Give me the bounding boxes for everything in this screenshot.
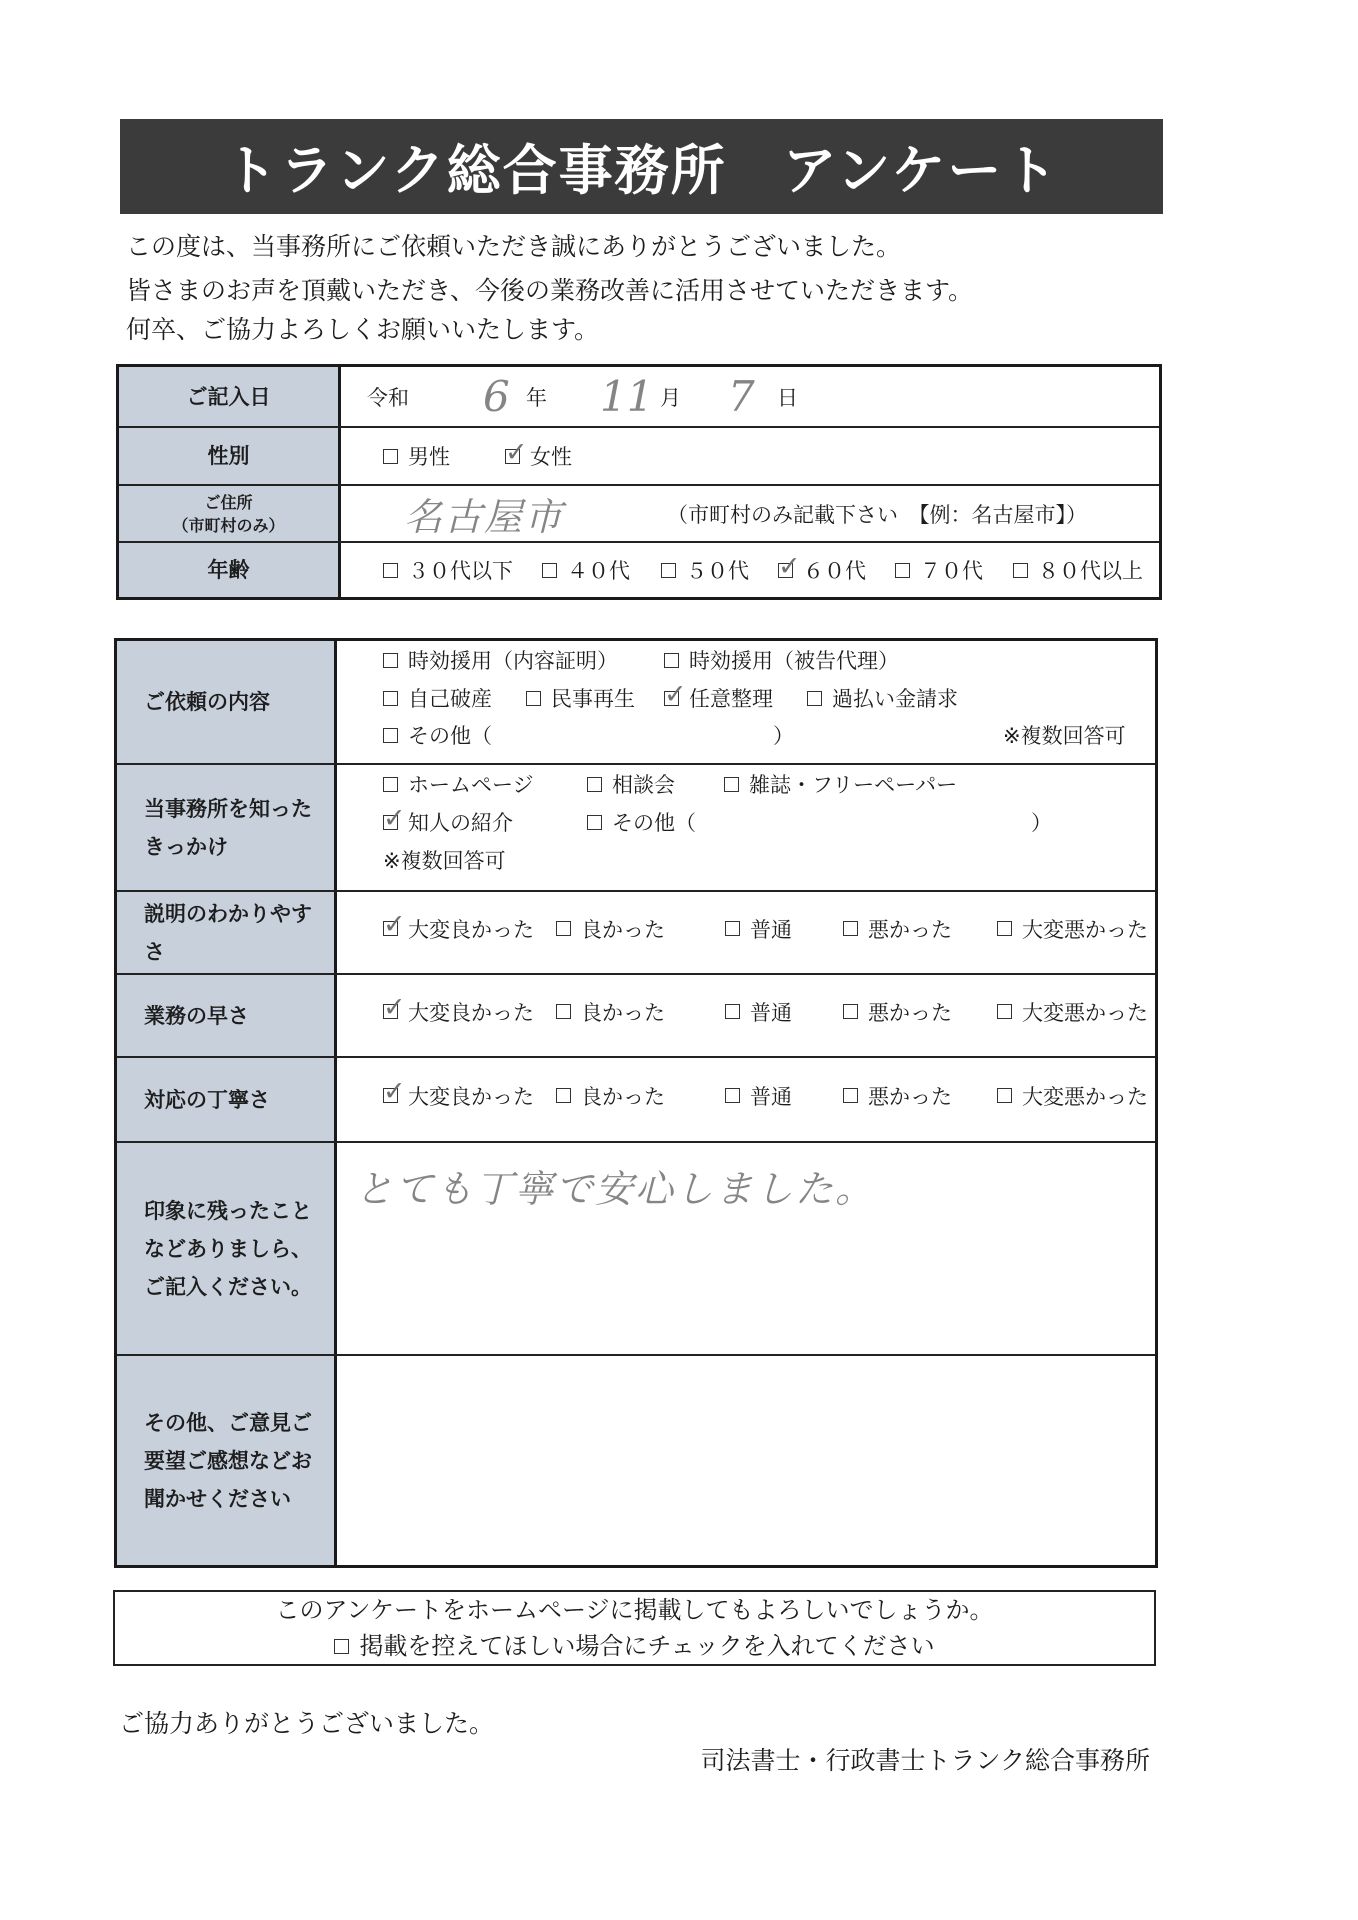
other-opinion-answer-area[interactable] (337, 1356, 1155, 1565)
option-label: ７０代 (920, 559, 983, 583)
request-option-1[interactable] (383, 643, 618, 677)
date-day-unit: 日 (777, 385, 798, 410)
rating-option-average[interactable] (725, 892, 792, 965)
age-row (119, 543, 1159, 597)
checkbox[interactable] (725, 1004, 740, 1019)
checkbox[interactable] (505, 449, 520, 464)
request-label (117, 641, 337, 763)
source-option-other[interactable] (587, 805, 696, 839)
rating-option-good[interactable] (556, 1058, 665, 1133)
rating-cell-speed (337, 975, 1155, 1056)
source-option-seminar[interactable] (587, 767, 675, 801)
checkbox[interactable] (843, 921, 858, 936)
address-label-line-2: （市町村のみ） (172, 515, 285, 535)
rating-option-bad[interactable] (843, 1058, 952, 1133)
age-option-30s-under[interactable] (383, 543, 513, 597)
rating-label-politeness (117, 1058, 337, 1141)
option-label: 普通 (750, 917, 792, 942)
checkbox[interactable] (383, 653, 398, 668)
age-label-text: 年齢 (207, 558, 250, 582)
checkbox[interactable] (383, 815, 398, 830)
checkbox[interactable] (725, 1088, 740, 1103)
option-label: 掲載を控えてほしい場合にチェックを入れてください (359, 1632, 935, 1660)
rating-option-good[interactable] (556, 975, 665, 1048)
address-cell (341, 486, 1159, 541)
rating-option-average[interactable] (725, 975, 792, 1048)
rating-option-bad[interactable] (843, 975, 952, 1048)
source-label-line-2: きっかけ (144, 834, 228, 859)
address-row (119, 486, 1159, 543)
checkbox[interactable] (664, 691, 679, 706)
option-label: 知人の紹介 (408, 811, 513, 835)
address-value[interactable]: 名古屋市 (404, 495, 565, 539)
rating-label-line-1: 対応の丁寧さ (144, 1087, 270, 1112)
option-label: 雑誌・フリーペーパー (749, 773, 958, 797)
option-label: 任意整理 (689, 687, 773, 711)
request-option-other[interactable] (383, 718, 492, 752)
option-label: 良かった (581, 917, 665, 942)
option-label: 良かった (581, 1000, 665, 1025)
gender-row (119, 428, 1159, 486)
address-label (119, 486, 341, 541)
date-month-value[interactable]: 11 (600, 372, 654, 421)
checkbox[interactable] (724, 777, 739, 792)
rating-option-very-good[interactable] (383, 1058, 534, 1133)
date-cell (341, 367, 1159, 426)
option-label: 女性 (530, 445, 572, 469)
source-option-homepage[interactable] (383, 767, 534, 801)
impression-handwritten-answer[interactable]: とても丁寧で安心しました。 (355, 1166, 876, 1211)
request-row (117, 641, 1155, 765)
option-label: 相談会 (612, 773, 675, 797)
source-option-referral[interactable] (383, 805, 513, 839)
checkbox[interactable] (725, 921, 740, 936)
publish-opt-out-option[interactable] (334, 1628, 934, 1664)
source-option-magazine[interactable] (724, 767, 957, 801)
option-label: 大変良かった (408, 1084, 534, 1109)
age-option-50s[interactable] (661, 543, 749, 597)
office-signature: 司法書士・行政書士トランク総合事務所 (700, 1746, 1150, 1775)
option-label: 普通 (750, 1000, 792, 1025)
option-label: その他（ (612, 811, 696, 835)
rating-option-very-bad[interactable] (997, 975, 1148, 1048)
intro-line-3: 何卒、ご協力よろしくお願いいたします。 (126, 315, 600, 344)
impression-row (117, 1143, 1155, 1356)
option-label: 大変悪かった (1022, 917, 1148, 942)
publish-permission-box (113, 1590, 1156, 1666)
gender-option-male[interactable] (383, 428, 450, 484)
rating-option-average[interactable] (725, 1058, 792, 1133)
checkbox[interactable] (556, 921, 571, 936)
source-label-line-1: 当事務所を知った (144, 796, 312, 821)
date-year-value[interactable]: 6 (483, 372, 510, 421)
checkbox[interactable] (556, 1004, 571, 1019)
survey-questions-table (114, 638, 1158, 1568)
source-multiple-note: ※複数回答可 (383, 849, 506, 873)
rating-option-very-bad[interactable] (997, 1058, 1148, 1133)
rating-label-speed (117, 975, 337, 1056)
option-label: 大変悪かった (1022, 1000, 1148, 1025)
option-label: 悪かった (868, 1084, 952, 1109)
checkbox[interactable] (383, 777, 398, 792)
option-label: 悪かった (868, 1000, 952, 1025)
source-cell (337, 765, 1155, 890)
request-other-close-paren: ） (773, 724, 794, 748)
checkbox[interactable] (843, 1004, 858, 1019)
checkbox[interactable] (383, 921, 398, 936)
publish-question: このアンケートをホームページに掲載してもよろしいでしょうか。 (275, 1596, 994, 1624)
date-year-unit: 年 (526, 385, 547, 410)
intro-line-1: この度は、当事務所にご依頼いただき誠にありがとうございました。 (126, 232, 902, 261)
checkbox[interactable] (778, 563, 793, 578)
option-label: 普通 (750, 1084, 792, 1109)
request-multiple-note: ※複数回答可 (1003, 724, 1126, 748)
checkbox[interactable] (383, 728, 398, 743)
checkbox[interactable] (383, 691, 398, 706)
thanks-message: ご協力ありがとうございました。 (119, 1709, 495, 1738)
rating-row-clarity (117, 892, 1155, 975)
request-label-text: ご依頼の内容 (144, 690, 270, 714)
gender-label-text: 性別 (207, 444, 250, 468)
option-label: 大変悪かった (1022, 1084, 1148, 1109)
checkbox[interactable] (526, 691, 541, 706)
option-label: 時効援用（被告代理） (689, 649, 899, 673)
checkbox[interactable] (383, 1088, 398, 1103)
option-label: ５０代 (686, 559, 749, 583)
request-option-6[interactable] (807, 681, 958, 715)
option-label: ８０代以上 (1038, 559, 1143, 583)
age-label (119, 543, 341, 597)
rating-label-clarity (117, 892, 337, 973)
option-label: その他（ (408, 724, 492, 748)
rating-option-very-good[interactable] (383, 892, 534, 965)
date-label (119, 367, 341, 426)
rating-option-bad[interactable] (843, 892, 952, 965)
rating-cell-politeness (337, 1058, 1155, 1141)
date-row (119, 367, 1159, 428)
rating-option-very-good[interactable] (383, 975, 534, 1048)
impression-label-line-3: ご記入ください。 (144, 1274, 312, 1299)
gender-label (119, 428, 341, 484)
survey-title-bar (120, 119, 1163, 214)
option-label: ３０代以下 (408, 559, 513, 583)
date-era: 令和 (367, 385, 409, 410)
option-label: ４０代 (567, 559, 630, 583)
source-label (117, 765, 337, 890)
other-opinion-row (117, 1356, 1155, 1565)
other-opinion-label (117, 1356, 337, 1565)
rating-label-line-1: 説明のわかりやす (144, 901, 312, 926)
checkbox[interactable] (661, 563, 676, 578)
rating-option-good[interactable] (556, 892, 665, 965)
basic-info-table (116, 364, 1162, 600)
source-row (117, 765, 1155, 892)
rating-label-line-2: さ (144, 939, 165, 964)
date-label-text: ご記入日 (186, 384, 271, 409)
request-cell (337, 641, 1155, 763)
checkbox[interactable] (997, 921, 1012, 936)
request-option-5[interactable] (664, 681, 773, 715)
checkbox[interactable] (587, 777, 602, 792)
option-label: 時効援用（内容証明） (408, 649, 618, 673)
checkbox[interactable] (556, 1088, 571, 1103)
request-option-2[interactable] (664, 643, 899, 677)
option-label: 悪かった (868, 917, 952, 942)
option-label: 過払い金請求 (832, 687, 958, 711)
impression-label (117, 1143, 337, 1354)
rating-label-line-1: 業務の早さ (144, 1003, 249, 1028)
rating-row-speed (117, 975, 1155, 1058)
checkbox[interactable] (383, 563, 398, 578)
address-note: （市町村のみ記載下さい 【例：名古屋市】） (667, 502, 1087, 527)
checkbox[interactable] (383, 449, 398, 464)
impression-label-line-1: 印象に残ったこと (144, 1198, 312, 1223)
age-option-70s[interactable] (895, 543, 983, 597)
checkbox[interactable] (383, 1004, 398, 1019)
checkbox[interactable] (895, 563, 910, 578)
gender-option-female[interactable] (505, 428, 572, 484)
option-label: ホームページ (408, 773, 534, 797)
checkbox[interactable] (542, 563, 557, 578)
option-label: 大変良かった (408, 1000, 534, 1025)
checkbox[interactable] (1013, 563, 1028, 578)
request-option-3[interactable] (383, 681, 492, 715)
other-opinion-label-line-2: 要望ご感想などお (144, 1448, 312, 1473)
survey-title: トランク総合事務所 アンケート (223, 139, 1060, 202)
checkbox[interactable] (334, 1639, 349, 1654)
option-label: 大変良かった (408, 917, 534, 942)
checkbox[interactable] (807, 691, 822, 706)
address-label-line-1: ご住所 (204, 492, 253, 512)
source-other-close-paren: ） (1031, 811, 1052, 835)
option-label: 男性 (408, 445, 450, 469)
checkbox[interactable] (997, 1088, 1012, 1103)
age-cell (341, 543, 1159, 597)
age-option-80s-over[interactable] (1013, 543, 1143, 597)
checkbox[interactable] (843, 1088, 858, 1103)
other-opinion-label-line-1: その他、ご意見ご (144, 1410, 312, 1435)
other-opinion-label-line-3: 聞かせください (144, 1486, 291, 1511)
age-option-60s[interactable] (778, 543, 866, 597)
date-month-unit: 月 (660, 385, 681, 410)
impression-cell (337, 1143, 1155, 1354)
date-day-value[interactable]: 7 (728, 372, 755, 421)
request-option-4[interactable] (526, 681, 635, 715)
checkbox[interactable] (587, 815, 602, 830)
checkbox[interactable] (664, 653, 679, 668)
age-option-40s[interactable] (542, 543, 630, 597)
option-label: 良かった (581, 1084, 665, 1109)
impression-label-line-2: などありましら、 (144, 1236, 312, 1261)
rating-cell-clarity (337, 892, 1155, 973)
gender-cell (341, 428, 1159, 484)
rating-option-very-bad[interactable] (997, 892, 1148, 965)
option-label: 民事再生 (551, 687, 635, 711)
option-label: ６０代 (803, 559, 866, 583)
checkbox[interactable] (997, 1004, 1012, 1019)
intro-line-2: 皆さまのお声を頂戴いただき、今後の業務改善に活用させていただきます。 (126, 276, 974, 305)
option-label: 自己破産 (408, 687, 492, 711)
rating-row-politeness (117, 1058, 1155, 1143)
